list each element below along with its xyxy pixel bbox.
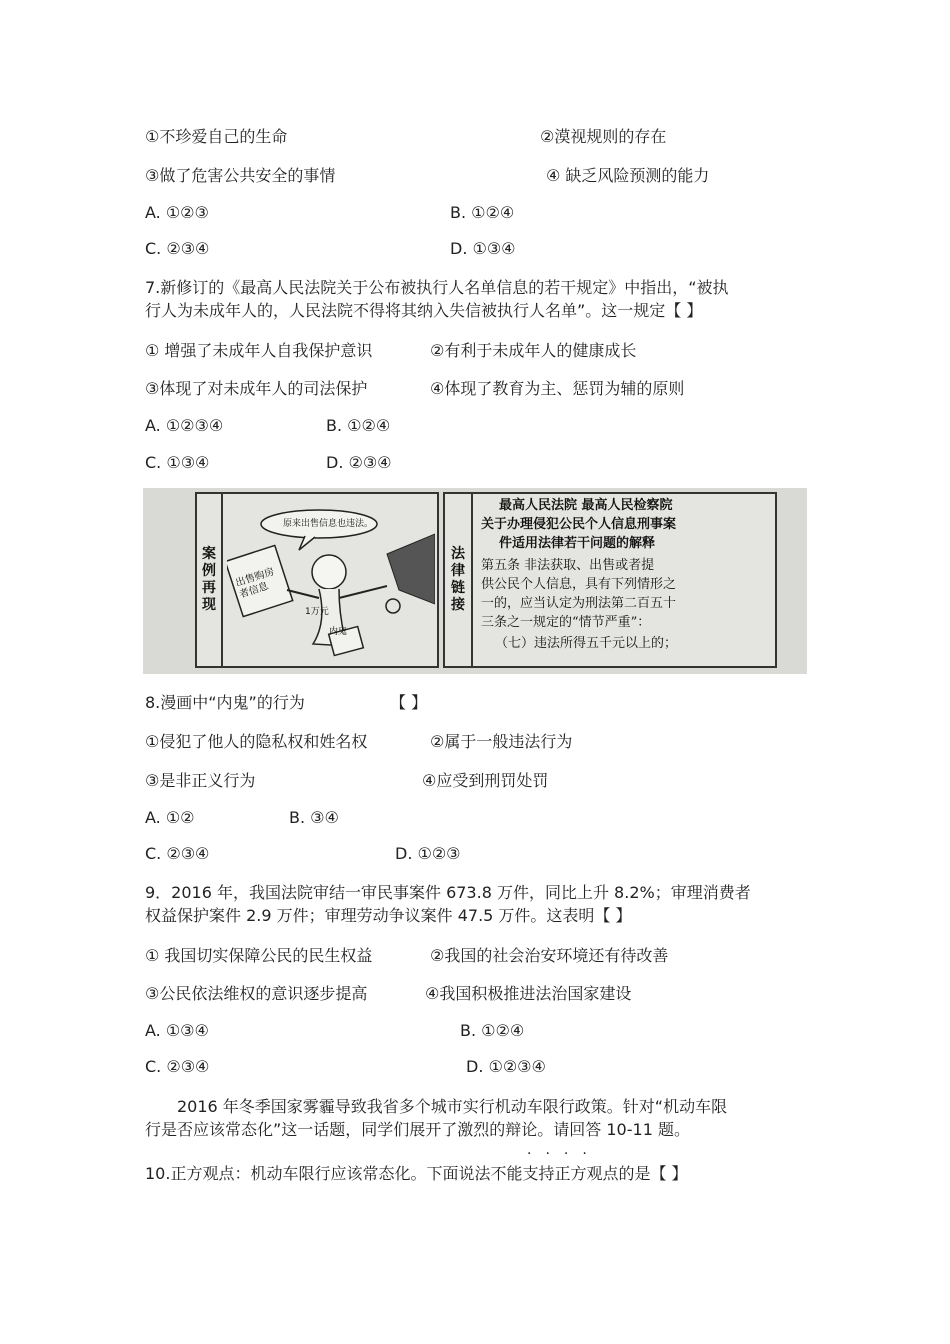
q10-stem: 10.正方观点：机动车限行应该常态化。下面说法不能支持正方观点的是【 】 — [145, 1164, 688, 1183]
speech-bubble-text: 原来出售信息也违法。 — [283, 519, 374, 529]
q9-option-2: ②我国的社会治安环境还有待改善 — [430, 946, 669, 965]
q7-choice-c: C. ①③④ — [145, 453, 210, 472]
q8-option-4: ④应受到刑罚处罚 — [422, 771, 549, 790]
q9-option-4: ④我国积极推进法治国家建设 — [425, 984, 632, 1003]
q9-option-1: ① 我国切实保障公民的民生权益 — [145, 946, 373, 965]
q9-choice-b: B. ①②④ — [460, 1021, 525, 1040]
law-line-5: （七）违法所得五千元以上的； — [495, 636, 678, 651]
q8-stem: 8.漫画中“内鬼”的行为 — [145, 693, 305, 712]
q9-stem-line1: 9．2016 年，我国法院审结一审民事案件 673.8 万件，同比上升 8.2%；审理消费者 — [145, 883, 751, 902]
q8-choice-d: D. ①②③ — [395, 844, 461, 863]
case-label: 案例再现 — [202, 546, 216, 613]
sign-text: 出售购房者信息 — [234, 566, 276, 601]
q6-choice-b: B. ①②④ — [450, 203, 515, 222]
q7-option-4: ④体现了教育为主、惩罚为辅的原则 — [430, 379, 685, 398]
q6-choice-a: A. ①②③ — [145, 203, 209, 222]
q8-option-2: ②属于一般违法行为 — [430, 732, 573, 751]
q9-stem-line2: 权益保护案件 2.9 万件；审理劳动争议案件 47.5 万件。这表明【 】 — [145, 906, 632, 925]
q8-option-1: ①侵犯了他人的隐私权和姓名权 — [145, 732, 368, 751]
q8-bracket: 【 】 — [390, 693, 428, 712]
emphasis-dots: ···· — [527, 1146, 601, 1162]
q8-choice-a: A. ①② — [145, 808, 195, 827]
q7-option-2: ②有利于未成年人的健康成长 — [430, 341, 637, 360]
law-label: 法律链接 — [451, 546, 465, 613]
q9-choice-c: C. ②③④ — [145, 1057, 210, 1076]
q7-choice-a: A. ①②③④ — [145, 416, 224, 435]
q6-option-3: ③做了危害公共安全的事情 — [145, 166, 336, 185]
passage-line2: 行是否应该常态化”这一话题，同学们展开了激烈的辩论。请回答 10-11 题。 — [145, 1120, 690, 1139]
q6-option-2: ②漠视规则的存在 — [540, 127, 667, 146]
q9-choice-a: A. ①③④ — [145, 1021, 209, 1040]
q9-option-3: ③公民依法维权的意识逐步提高 — [145, 984, 368, 1003]
law-title-2: 关于办理侵犯公民个人信息刑事案 — [481, 517, 677, 532]
q9-choice-d: D. ①②③④ — [466, 1057, 546, 1076]
q6-choice-d: D. ①③④ — [450, 239, 516, 258]
law-title-1: 最高人民法院 最高人民检察院 — [499, 498, 673, 513]
case-panel — [195, 492, 439, 668]
law-title-3: 件适用法律若干问题的解释 — [499, 536, 656, 551]
law-line-4: 三条之一规定的“情节严重”： — [481, 615, 651, 630]
q7-option-3: ③体现了对未成年人的司法保护 — [145, 379, 368, 398]
q7-choice-b: B. ①②④ — [326, 416, 391, 435]
q7-stem-line2: 行人为未成年人的，人民法院不得将其纳入失信被执行人名单”。这一规定【 】 — [145, 301, 703, 320]
money-note: 1万元 — [305, 607, 329, 617]
q8-option-3: ③是非正义行为 — [145, 771, 256, 790]
q7-choice-d: D. ②③④ — [326, 453, 392, 472]
law-panel — [443, 492, 777, 668]
q8-choice-c: C. ②③④ — [145, 844, 210, 863]
q6-option-1: ①不珍爱自己的生命 — [145, 127, 288, 146]
q7-option-1: ① 增强了未成年人自我保护意识 — [145, 341, 373, 360]
law-line-3: 一的，应当认定为刑法第二百五十 — [481, 596, 677, 611]
law-line-2: 供公民个人信息，具有下列情形之 — [481, 577, 677, 592]
q6-option-4: ④ 缺乏风险预测的能力 — [546, 166, 710, 185]
q7-stem-line1: 7.新修订的《最高人民法院关于公布被执行人名单信息的若干规定》中指出，“被执 — [145, 278, 729, 297]
passage-line1: 2016 年冬季国家雾霾导致我省多个城市实行机动车限行政策。针对“机动车限 — [177, 1097, 728, 1116]
q6-choice-c: C. ②③④ — [145, 239, 210, 258]
q8-choice-b: B. ③④ — [289, 808, 339, 827]
law-line-1: 第五条 非法获取、出售或者提 — [481, 558, 655, 573]
insider-tag: 内鬼 — [329, 627, 348, 637]
cartoon-figure — [143, 488, 807, 674]
